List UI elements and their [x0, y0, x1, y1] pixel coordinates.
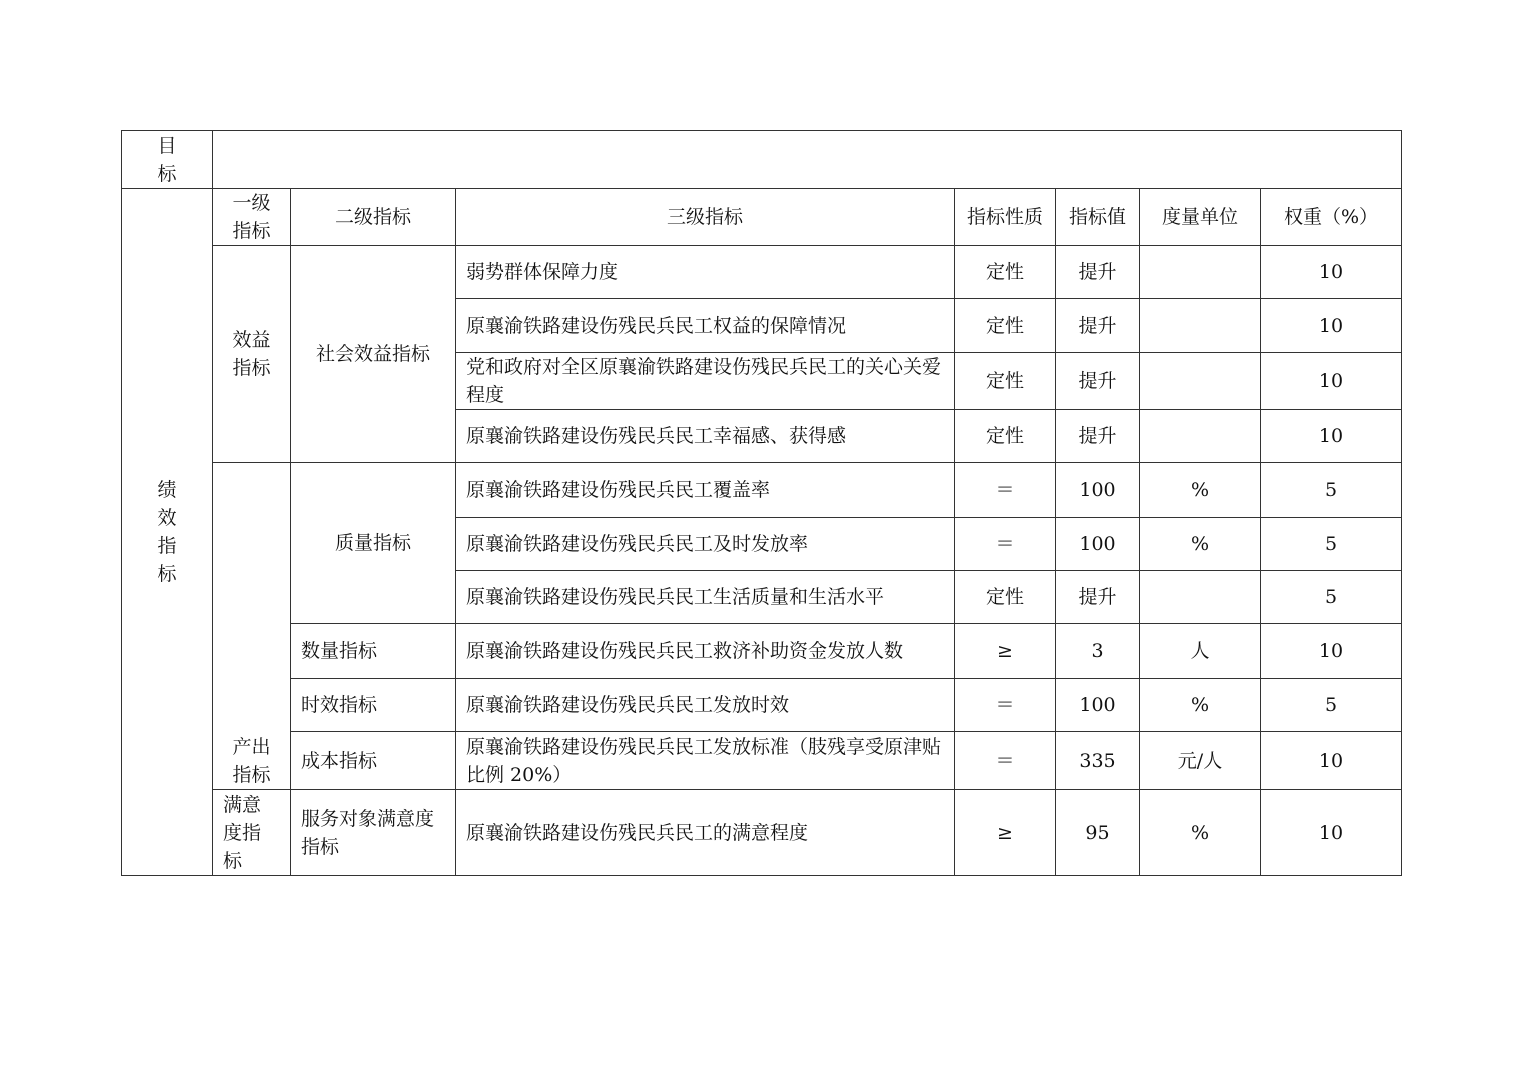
indicator-nature: 定性 [955, 353, 1056, 410]
indicator-value: 提升 [1056, 299, 1140, 353]
header-nature: 指标性质 [955, 189, 1056, 246]
output-group-cell: 产出指标 [213, 463, 291, 790]
indicator-weight: 10 [1261, 246, 1402, 299]
indicator-value: 提升 [1056, 353, 1140, 410]
indicator-nature: 定性 [955, 299, 1056, 353]
indicator-weight: 10 [1261, 299, 1402, 353]
indicator-nature: ＝ [955, 517, 1056, 570]
indicator-nature: ＝ [955, 732, 1056, 790]
table-row [122, 246, 1402, 299]
indicator-name: 原襄渝铁路建设伤残民兵民工发放标准（肢残享受原津贴比例 20%） [456, 732, 955, 790]
indicator-name: 党和政府对全区原襄渝铁路建设伤残民兵民工的关心关爱程度 [456, 353, 955, 410]
table-row [122, 732, 1402, 790]
benefit-group-cell: 效益指标 [213, 246, 291, 463]
indicator-weight: 10 [1261, 410, 1402, 463]
target-label: 目标 [157, 134, 177, 185]
indicator-nature: ＝ [955, 463, 1056, 518]
indicator-nature: 定性 [955, 410, 1056, 463]
table-row [122, 463, 1402, 518]
table-row [122, 678, 1402, 731]
cost-sub-cell: 成本指标 [291, 732, 456, 790]
indicator-unit [1140, 410, 1261, 463]
indicator-unit: % [1140, 790, 1261, 876]
table-row [122, 790, 1402, 876]
performance-indicator-table [121, 130, 1402, 876]
indicator-value: 3 [1056, 624, 1140, 679]
indicator-value: 100 [1056, 678, 1140, 731]
target-value-cell [213, 131, 1402, 189]
indicator-weight: 5 [1261, 463, 1402, 518]
indicator-weight: 5 [1261, 678, 1402, 731]
quality-sub-cell: 质量指标 [291, 463, 456, 624]
indicator-weight: 10 [1261, 624, 1402, 679]
indicator-value: 95 [1056, 790, 1140, 876]
performance-label: 绩效指标 [157, 479, 177, 585]
header-weight: 权重（%） [1261, 189, 1402, 246]
indicator-name: 原襄渝铁路建设伤残民兵民工救济补助资金发放人数 [456, 624, 955, 679]
timeliness-sub-cell: 时效指标 [291, 678, 456, 731]
satisfaction-sub-cell: 服务对象满意度指标 [291, 790, 456, 876]
indicator-name: 原襄渝铁路建设伤残民兵民工发放时效 [456, 678, 955, 731]
indicator-unit: % [1140, 678, 1261, 731]
indicator-unit [1140, 299, 1261, 353]
indicator-name: 原襄渝铁路建设伤残民兵民工生活质量和生活水平 [456, 570, 955, 623]
target-row [122, 131, 1402, 189]
indicator-weight: 10 [1261, 732, 1402, 790]
target-label-cell [122, 131, 213, 189]
indicator-name: 弱势群体保障力度 [456, 246, 955, 299]
satisfaction-group-cell: 满意度指标 [213, 790, 291, 876]
header-value: 指标值 [1056, 189, 1140, 246]
quantity-sub-cell: 数量指标 [291, 624, 456, 679]
indicator-unit [1140, 246, 1261, 299]
indicator-unit: % [1140, 517, 1261, 570]
table-row [122, 624, 1402, 679]
header-unit: 度量单位 [1140, 189, 1261, 246]
indicator-unit: 元/人 [1140, 732, 1261, 790]
indicator-value: 提升 [1056, 570, 1140, 623]
header-level3: 三级指标 [456, 189, 955, 246]
indicator-value: 335 [1056, 732, 1140, 790]
indicator-nature: ≥ [955, 790, 1056, 876]
header-row [122, 189, 1402, 246]
indicator-value: 提升 [1056, 246, 1140, 299]
indicator-unit: 人 [1140, 624, 1261, 679]
indicator-nature: ＝ [955, 678, 1056, 731]
indicator-unit: % [1140, 463, 1261, 518]
performance-label-cell [122, 189, 213, 876]
indicator-name: 原襄渝铁路建设伤残民兵民工权益的保障情况 [456, 299, 955, 353]
indicator-value: 100 [1056, 517, 1140, 570]
indicator-value: 100 [1056, 463, 1140, 518]
header-level2: 二级指标 [291, 189, 456, 246]
header-level1: 一级指标 [213, 189, 291, 246]
indicator-weight: 10 [1261, 353, 1402, 410]
indicator-name: 原襄渝铁路建设伤残民兵民工覆盖率 [456, 463, 955, 518]
indicator-weight: 5 [1261, 570, 1402, 623]
indicator-unit [1140, 353, 1261, 410]
indicator-weight: 10 [1261, 790, 1402, 876]
indicator-nature: ≥ [955, 624, 1056, 679]
indicator-name: 原襄渝铁路建设伤残民兵民工幸福感、获得感 [456, 410, 955, 463]
indicator-name: 原襄渝铁路建设伤残民兵民工及时发放率 [456, 517, 955, 570]
indicator-weight: 5 [1261, 517, 1402, 570]
indicator-value: 提升 [1056, 410, 1140, 463]
benefit-sub-cell: 社会效益指标 [291, 246, 456, 463]
indicator-nature: 定性 [955, 246, 1056, 299]
indicator-name: 原襄渝铁路建设伤残民兵民工的满意程度 [456, 790, 955, 876]
indicator-nature: 定性 [955, 570, 1056, 623]
indicator-unit [1140, 570, 1261, 623]
